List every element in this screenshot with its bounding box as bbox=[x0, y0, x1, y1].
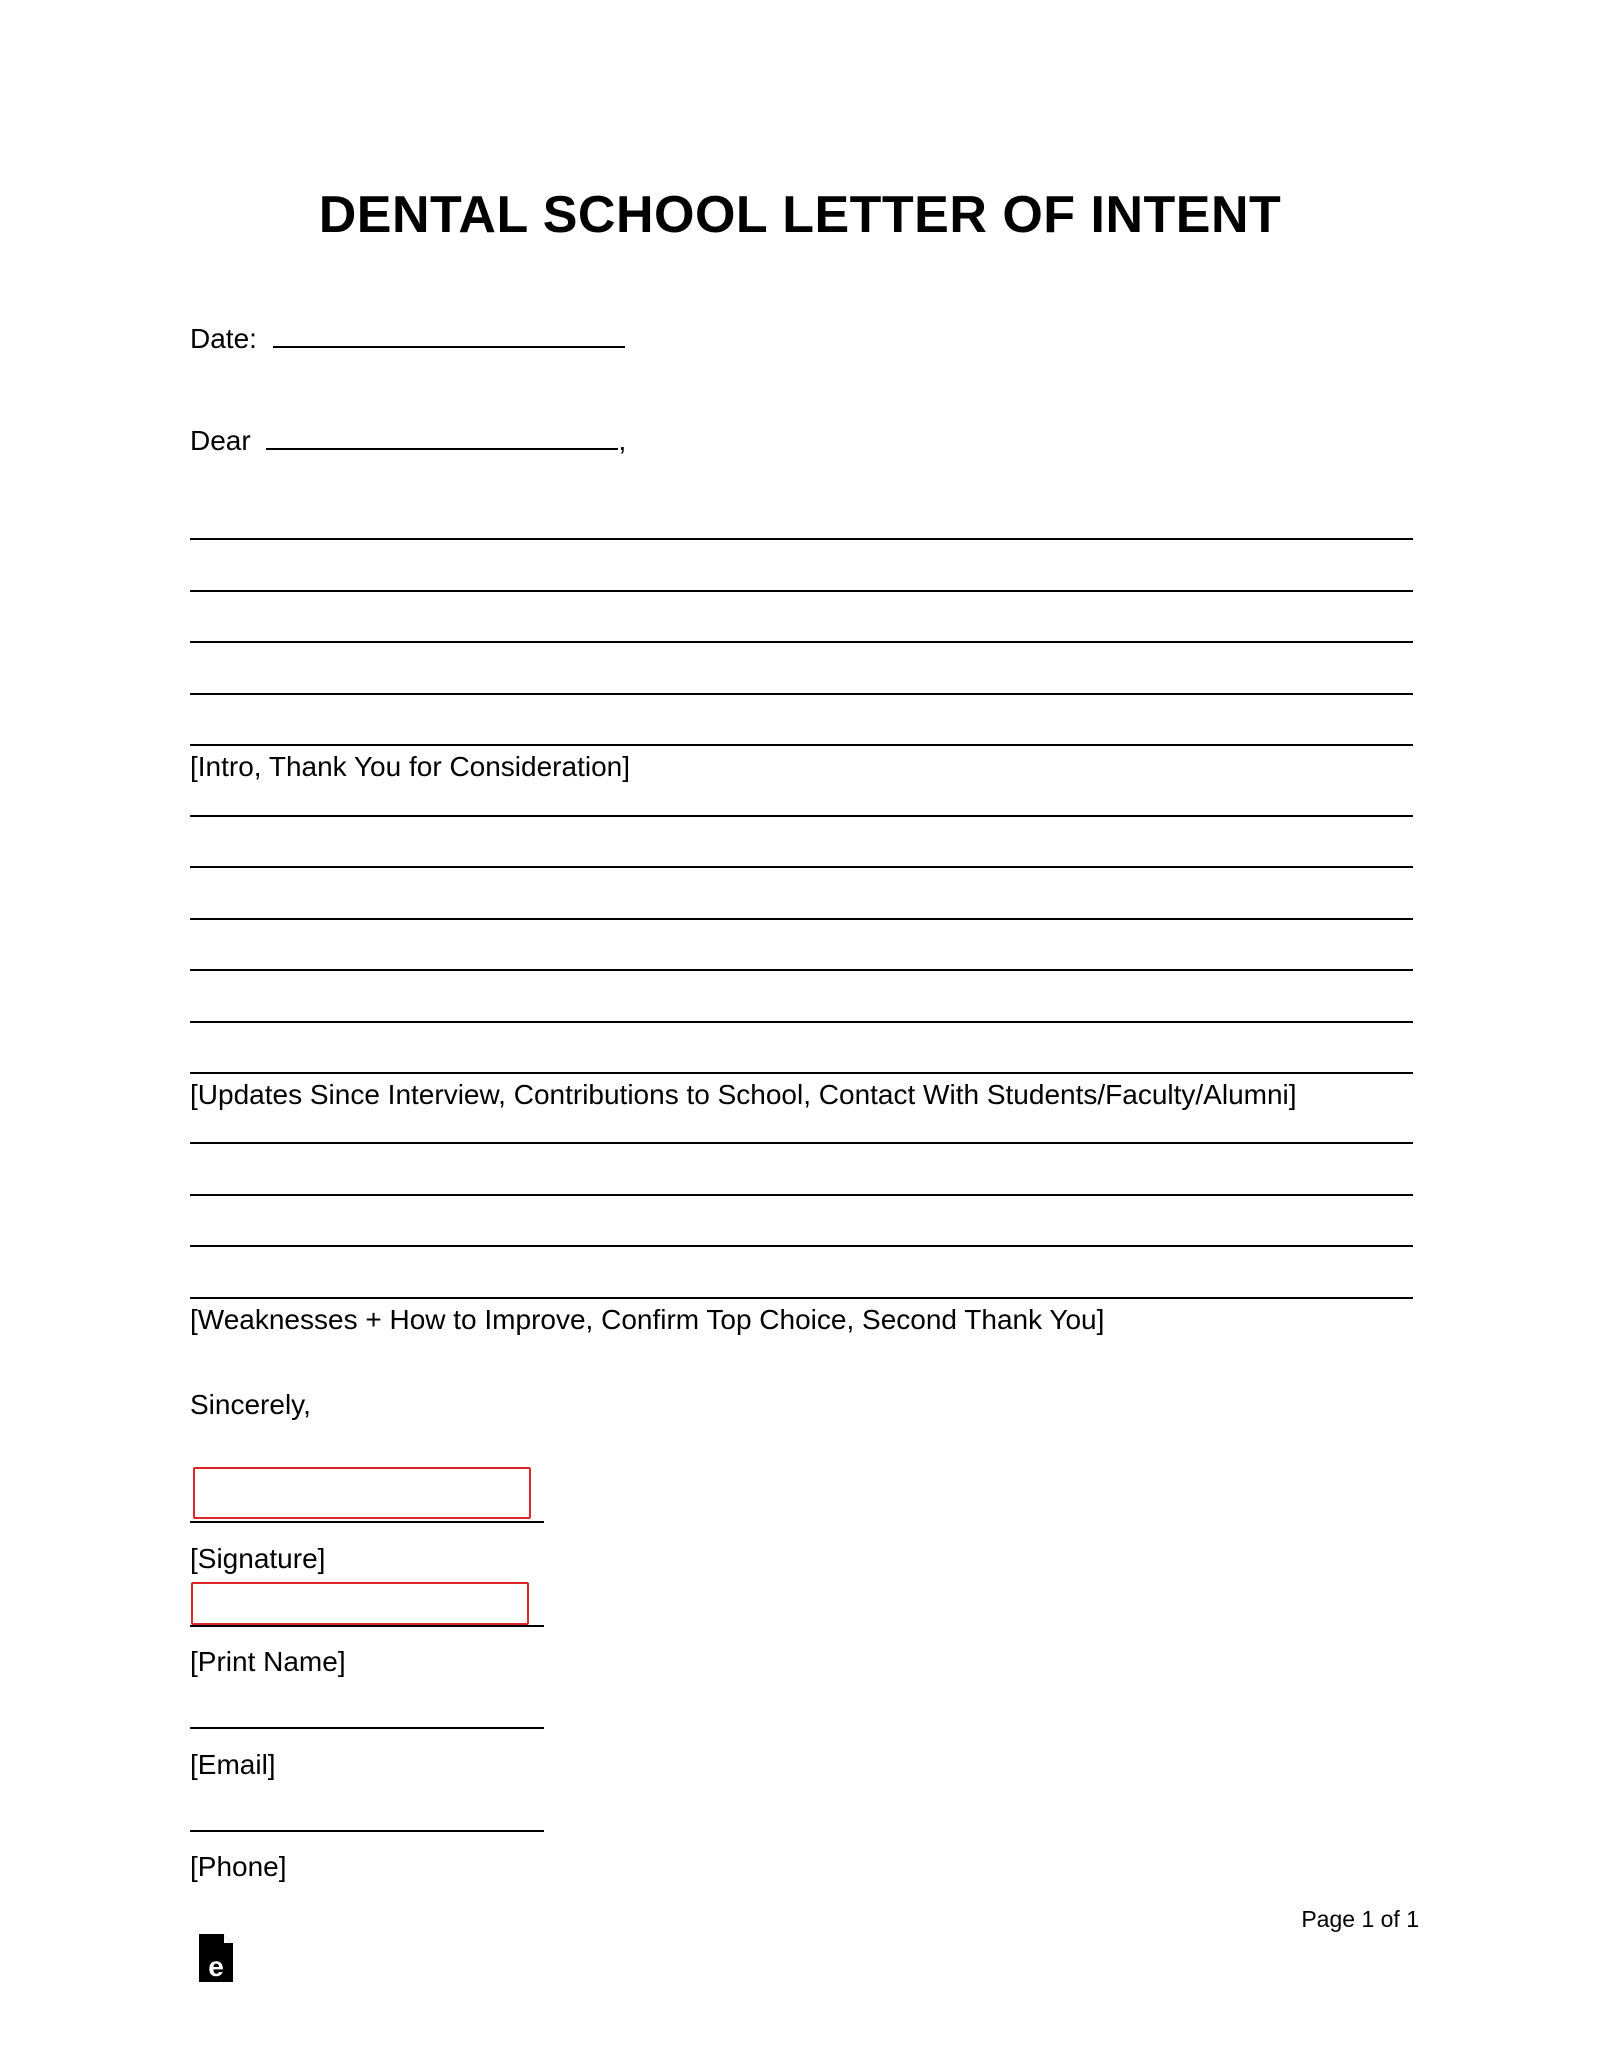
svg-text:e: e bbox=[208, 1951, 224, 1982]
date-label: Date: bbox=[190, 323, 257, 354]
updates-hint: [Updates Since Interview, Contributions to School, Contact With Students/Faculty/Alumni] bbox=[190, 1079, 1297, 1110]
body-line[interactable] bbox=[190, 590, 1413, 592]
print-name-line bbox=[190, 1625, 544, 1627]
body-line[interactable] bbox=[190, 538, 1413, 540]
body-line[interactable] bbox=[190, 815, 1413, 817]
email-line[interactable] bbox=[190, 1727, 544, 1729]
eforms-logo-icon bbox=[197, 1932, 235, 1984]
page-indicator: Page 1 of 1 bbox=[1301, 1906, 1419, 1932]
body-line[interactable] bbox=[190, 744, 1413, 746]
salutation-label: Dear bbox=[190, 425, 251, 456]
body-line[interactable] bbox=[190, 1021, 1413, 1023]
phone-label: [Phone] bbox=[190, 1851, 287, 1882]
body-line[interactable] bbox=[190, 969, 1413, 971]
body-line[interactable] bbox=[190, 1194, 1413, 1196]
signature-line bbox=[190, 1521, 544, 1523]
body-line[interactable] bbox=[190, 1297, 1413, 1299]
body-line[interactable] bbox=[190, 866, 1413, 868]
body-line[interactable] bbox=[190, 1142, 1413, 1144]
closing-text: Sincerely, bbox=[190, 1389, 311, 1420]
intro-hint: [Intro, Thank You for Consideration] bbox=[190, 751, 630, 782]
date-blank[interactable] bbox=[273, 318, 625, 348]
closing-hint: [Weaknesses + How to Improve, Confirm Top Choice, Second Thank You] bbox=[190, 1304, 1105, 1335]
signature-label: [Signature] bbox=[190, 1543, 326, 1574]
body-line[interactable] bbox=[190, 918, 1413, 920]
body-line[interactable] bbox=[190, 641, 1413, 643]
print-name-input-field[interactable] bbox=[191, 1582, 529, 1625]
date-row bbox=[190, 318, 625, 356]
email-label: [Email] bbox=[190, 1749, 276, 1780]
signature-input-field[interactable] bbox=[193, 1467, 531, 1519]
phone-line[interactable] bbox=[190, 1830, 544, 1832]
body-line[interactable] bbox=[190, 693, 1413, 695]
salutation-row bbox=[190, 420, 626, 458]
document-title: DENTAL SCHOOL LETTER OF INTENT bbox=[318, 186, 1282, 244]
recipient-blank[interactable] bbox=[266, 420, 618, 450]
print-name-label: [Print Name] bbox=[190, 1646, 346, 1677]
salutation-comma: , bbox=[618, 425, 627, 456]
body-line[interactable] bbox=[190, 1072, 1413, 1074]
body-line[interactable] bbox=[190, 1245, 1413, 1247]
